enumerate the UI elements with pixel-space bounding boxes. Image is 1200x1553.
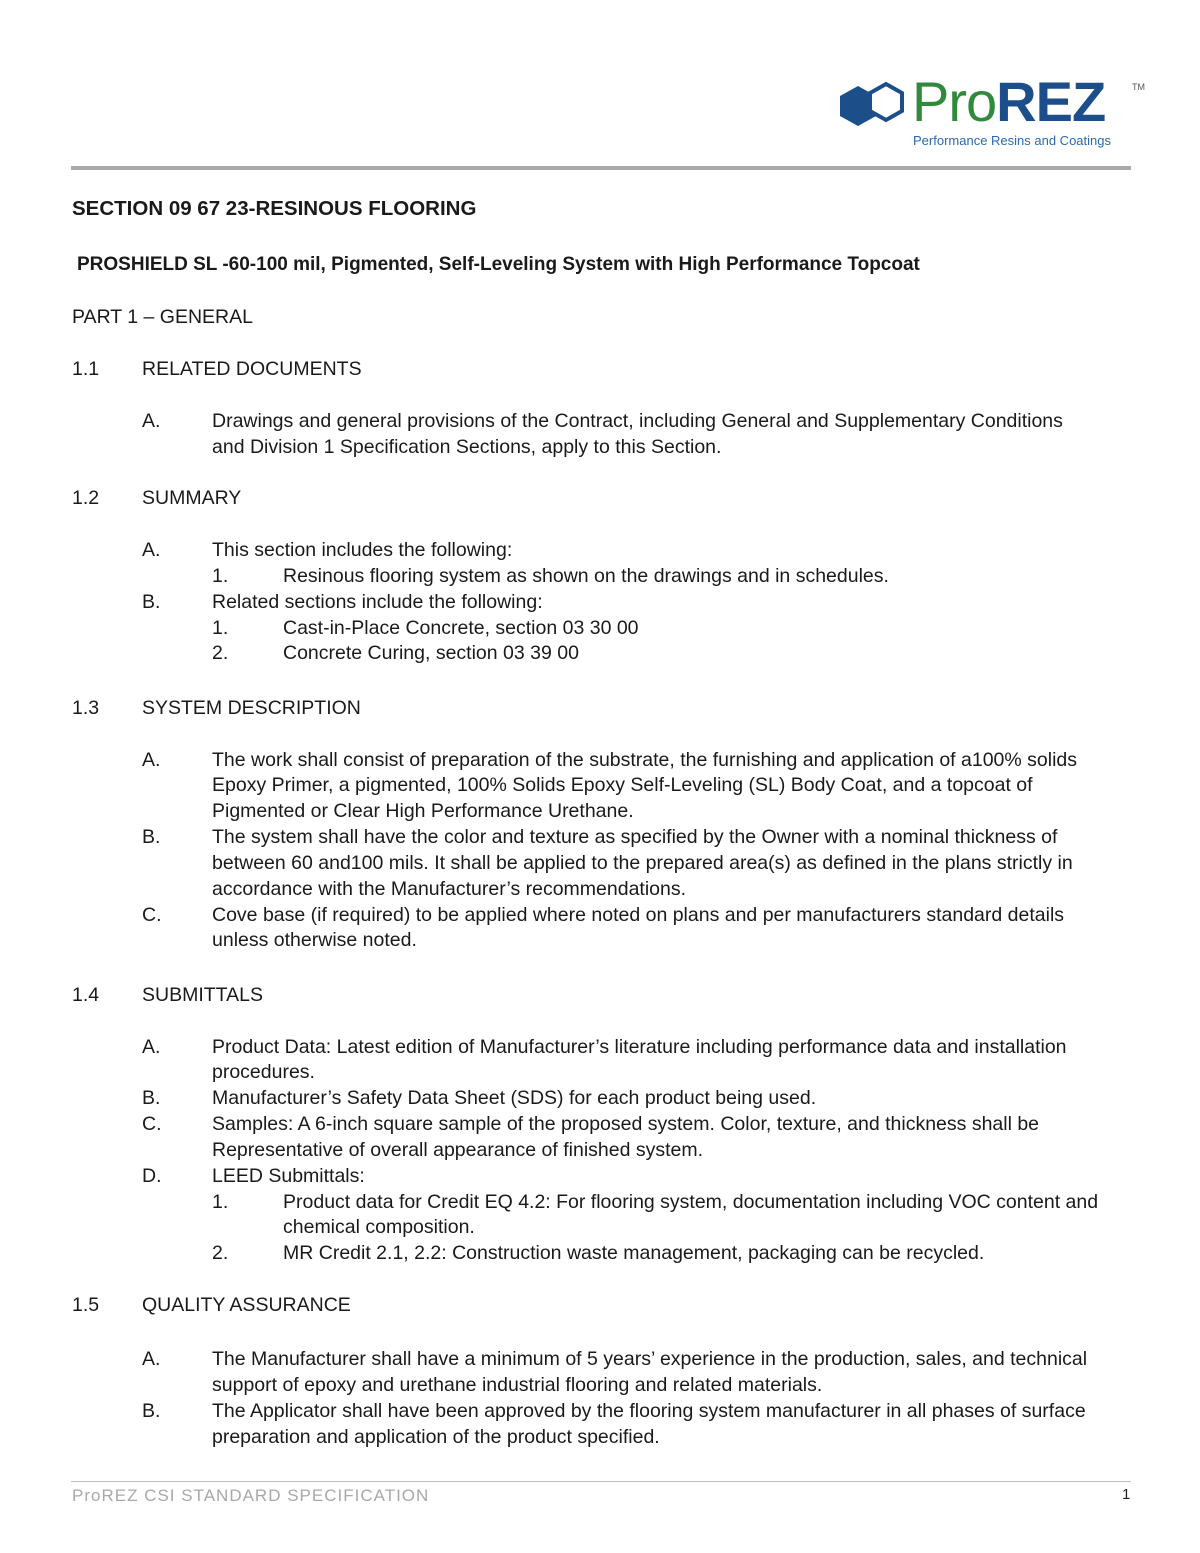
item-text: between 60 and100 mils. It shall be applied to the prepared area(s) as defined in the plans strictly in (212, 852, 1073, 874)
item-text: This section includes the following: (212, 539, 513, 561)
item-text: Manufacturer’s Safety Data Sheet (SDS) for each product being used. (212, 1087, 817, 1109)
subitem-label: 1. (212, 565, 229, 587)
item-label: A. (142, 410, 161, 432)
prorez-logo (836, 70, 1148, 156)
section-number: 1.1 (72, 358, 100, 380)
item-text: accordance with the Manufacturer’s recommendations. (212, 878, 687, 900)
item-text: preparation and application of the product specified. (212, 1426, 660, 1448)
page-number: 1 (1122, 1486, 1131, 1503)
item-text: Drawings and general provisions of the Contract, including General and Supplementary Conditions (212, 410, 1063, 432)
subitem-text: chemical composition. (283, 1216, 475, 1238)
item-text: procedures. (212, 1061, 315, 1083)
item-text: The work shall consist of preparation of the substrate, the furnishing and application of a100% solids (212, 749, 1078, 771)
hexagon-logo-icon (836, 80, 908, 136)
section-heading: QUALITY ASSURANCE (142, 1294, 351, 1316)
item-label: A. (142, 1036, 161, 1058)
subitem-label: 1. (212, 617, 229, 639)
item-label: C. (142, 1113, 162, 1135)
part-heading: PART 1 – GENERAL (72, 306, 253, 328)
item-label: B. (142, 1400, 161, 1422)
subitem-text: Cast-in-Place Concrete, section 03 30 00 (283, 617, 639, 639)
item-label: B. (142, 826, 161, 848)
item-label: B. (142, 1087, 161, 1109)
item-text: Epoxy Primer, a pigmented, 100% Solids Epoxy Self-Leveling (SL) Body Coat, and a topcoat of (212, 774, 1033, 796)
item-label: D. (142, 1165, 162, 1187)
logo-rez-text: REZ (996, 70, 1106, 133)
section-heading: SUBMITTALS (142, 984, 263, 1006)
subitem-label: 2. (212, 1242, 229, 1264)
footer-divider (71, 1481, 1131, 1482)
item-text: Samples: A 6-inch square sample of the proposed system. Color, texture, and thickness shall be (212, 1113, 1040, 1135)
subitem-text: MR Credit 2.1, 2.2: Construction waste management, packaging can be recycled. (283, 1242, 985, 1264)
item-label: B. (142, 591, 161, 613)
item-text: LEED Submittals: (212, 1165, 365, 1187)
system-subtitle: PROSHIELD SL -60-100 mil, Pigmented, Self-Leveling System with High Performance Topcoat (77, 254, 920, 275)
subitem-label: 1. (212, 1191, 229, 1213)
item-label: C. (142, 904, 162, 926)
item-label: A. (142, 539, 161, 561)
item-text: Cove base (if required) to be applied where noted on plans and per manufacturers standard details (212, 904, 1065, 926)
section-number: 1.4 (72, 984, 100, 1006)
section-heading: SUMMARY (142, 487, 242, 509)
section-title: SECTION 09 67 23-RESINOUS FLOORING (72, 197, 477, 220)
header-divider (71, 166, 1131, 170)
item-label: A. (142, 1348, 161, 1370)
item-text: unless otherwise noted. (212, 929, 417, 951)
item-text: The Manufacturer shall have a minimum of 5 years’ experience in the production, sales, and technical (212, 1348, 1088, 1370)
subitem-text: Concrete Curing, section 03 39 00 (283, 642, 579, 664)
item-text: Pigmented or Clear High Performance Urethane. (212, 800, 634, 822)
item-text: The Applicator shall have been approved by the flooring system manufacturer in all phases of surface (212, 1400, 1086, 1422)
logo-wordmark (912, 70, 1105, 134)
subitem-label: 2. (212, 642, 229, 664)
section-number: 1.2 (72, 487, 100, 509)
footer-text: ProREZ CSI STANDARD SPECIFICATION (72, 1486, 430, 1505)
logo-pro-text: Pro (912, 70, 997, 133)
item-text: support of epoxy and urethane industrial flooring and related materials. (212, 1374, 823, 1396)
section-number: 1.5 (72, 1294, 100, 1316)
subitem-text: Resinous flooring system as shown on the drawings and in schedules. (283, 565, 889, 587)
item-label: A. (142, 749, 161, 771)
section-heading: SYSTEM DESCRIPTION (142, 697, 361, 719)
subitem-text: Product data for Credit EQ 4.2: For flooring system, documentation including VOC content and (283, 1191, 1099, 1213)
section-number: 1.3 (72, 697, 100, 719)
item-text: The system shall have the color and texture as specified by the Owner with a nominal thickness of (212, 826, 1058, 848)
item-text: Representative of overall appearance of finished system. (212, 1139, 704, 1161)
item-text: and Division 1 Specification Sections, apply to this Section. (212, 436, 722, 458)
logo-tagline: Performance Resins and Coatings (913, 133, 1111, 148)
section-heading: RELATED DOCUMENTS (142, 358, 362, 380)
item-text: Product Data: Latest edition of Manufacturer’s literature including performance data and installation (212, 1036, 1067, 1058)
item-text: Related sections include the following: (212, 591, 543, 613)
trademark-mark: TM (1132, 82, 1145, 92)
